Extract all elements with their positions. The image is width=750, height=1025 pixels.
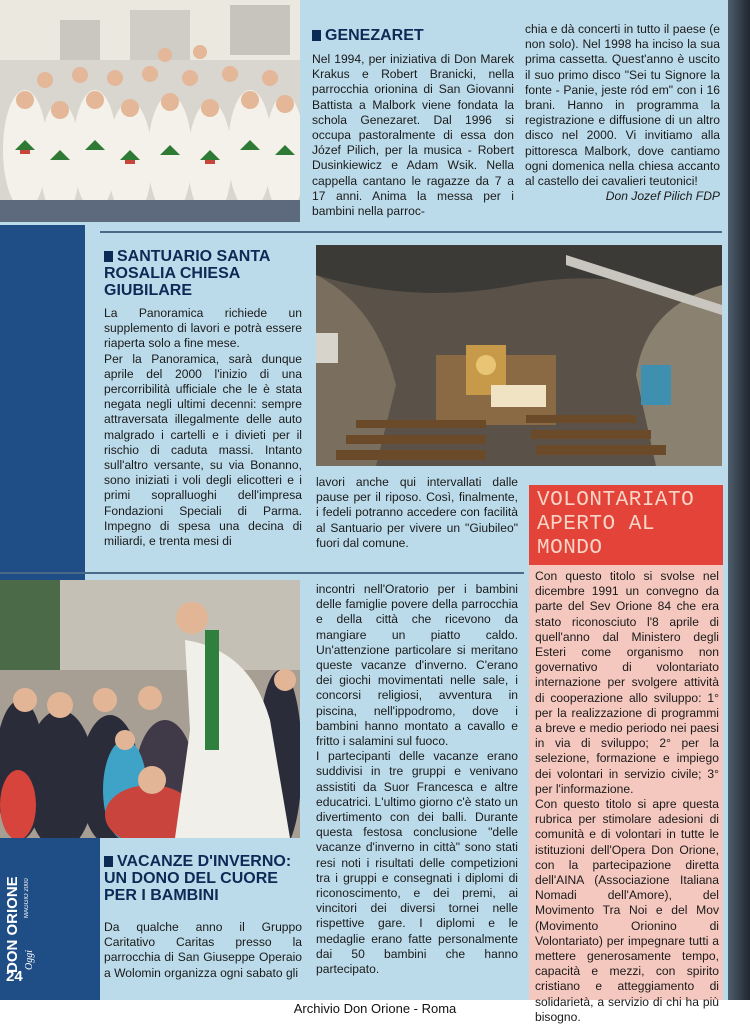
- vacanze-heading: [104, 853, 304, 904]
- vacanze-paragraph-2: incontri nell'Oratorio per i bambini delle famiglie povere della parrocchia e della città che ricevono da mangiare un piatto caldo. Un'attenzione particolare si meritano queste vacanze d'inverno. C'erano dei giochi movimentati nelle sale, i concorsi religiosi, avventura in piscina, nell'ippodromo, dove i bambini hanno montato a cavallo e fritto i salamini sul fuoco.: [316, 582, 518, 749]
- santuario-paragraph-2: Per la Panoramica, sarà dunque aprile del 2000 l'inizio di una percorribilità ufficiale che le è stata negata negli ultimi decenni: sempre attraversata illegalmente delle auto malgrado i cartelli e i divieti per il rischio di caduta massi. Intanto sull'altro versante, su via Bonanno, sono iniziati i voli degli elicotteri e i primi sopralluoghi dell'impresa Fondazioni Speciali di Parma. Impegno di spesa una decina di miliardi, e trenta mesi di: [104, 351, 302, 549]
- volontariato-paragraph-1: Con questo titolo si svolse nel dicembre 1991 un convegno da parte del Sev Orione 84 che era stato riconosciuto l'8 aprile di quell'anno dal Ministero degli Esteri come organismo non governativo di volontariato internazione per svolgere attività di cooperazione allo sviluppo: 1° per la realizzazione di programmi a breve e medio periodo nei paesi in via di sviluppo; 2° per la selezione, formazione e impiego dei volontari in servizio civile; 3° per l'informazione.: [535, 569, 719, 796]
- volontariato-title: VOLONTARIATO APERTO AL MONDO: [537, 489, 695, 560]
- page-number: 24: [6, 968, 23, 985]
- sanctuary-grotto-photo: [316, 245, 722, 466]
- genezaret-title: GENEZARET: [325, 27, 424, 44]
- santuario-column-1: [104, 306, 302, 549]
- page-spine-shadow: [728, 0, 750, 1000]
- santuario-column-2: [316, 475, 518, 551]
- santuario-paragraph-1: La Panoramica richiede un supplemento di lavori e potrà essere riaperta solo a fine mese.: [104, 306, 302, 351]
- heading-square-marker: [312, 30, 321, 41]
- vacanze-column-2: [316, 582, 518, 977]
- santuario-title: SANTUARIO SANTA ROSALIA CHIESA GIUBILARE: [104, 248, 270, 299]
- vacanze-paragraph-1: Da qualche anno il Gruppo Caritativo Caritas presso la parrocchia di San Giuseppe Operaio a Wolomin organizza ogni sabato gli: [104, 920, 302, 980]
- archive-footer: Archivio Don Orione - Roma: [293, 1001, 457, 1016]
- priest-with-children-photo: [0, 580, 300, 838]
- genezaret-signature: Don Jozef Pilich FDP: [605, 189, 720, 204]
- santuario-paragraph-3: lavori anche qui intervallati dalle pause per il riposo. Così, finalmente, i fedeli potranno accedere con facilità al Santuario per vivere un "Giubileo" fuori dal comune.: [316, 475, 518, 550]
- heading-square-marker: [104, 856, 113, 867]
- vacanze-paragraph-3: I partecipanti delle vacanze erano suddivisi in tre gruppi e venivano assistiti da Suor Francesca e altre educatrici. L'ultimo giorno c'è stato un divertimento con dei balli. Durante questa festosa conclusione "delle vacanze d'inverno in città" sono stati resi noti i risultati delle competizioni tra i gruppi e consegnati i diplomi di riconoscimento, e dei premi, ai vincitori dei diversi tornei nelle rispettive gare. I diplomi e le medaglie erano fatte personalmente dai 50 bambini che hanno partecipato.: [316, 749, 518, 977]
- volontariato-column: [535, 569, 719, 1025]
- vacanze-column-1: [104, 920, 302, 981]
- section-divider-middle: [0, 572, 524, 574]
- vacanze-title: VACANZE D'INVERNO: UN DONO DEL CUORE PER I BAMBINI: [104, 853, 292, 904]
- section-divider-top: [100, 231, 722, 233]
- genezaret-text-1: Nel 1994, per iniziativa di Don Marek Krakus e Robert Branicki, nella parrocchia orionina di San Giovanni Battista a Malbork viene fondata la schola Genezaret. Dal 1996 si occupa pastoralmente di essa don Józef Pilich, per la musica - Robert Dusinkiewicz e Adam Wsik. Nella cappella cantano le ragazze da 7 a 17 anni. Anima la messa per i bambini nella parroc-: [312, 52, 514, 219]
- genezaret-column-2: [525, 22, 720, 204]
- volontariato-paragraph-2: Con questo titolo si apre questa rubrica per stimolare adesioni di comunità e di volontari in tutte le istituzioni dell'Opera Don Orione, con la partecipazione diretta dell'AINA (Associazione Italiana Nomadi dell'Amore), del Movimento Tra Noi e del Mov (Movimento Orionino di Volontariato) per impegnare tutti a mettere generosamente tempo, capacità e mezzi, con spirito cristiano e atteggiamento di solidarietà, a servizio di chi ha più bisogno.: [535, 797, 719, 1024]
- genezaret-column-1: [312, 52, 514, 219]
- choir-group-photo: [0, 0, 300, 222]
- genezaret-heading: [312, 27, 512, 44]
- volontariato-title-box: [529, 485, 723, 565]
- oggi-logo: Oggi: [24, 950, 35, 970]
- issue-date: MAGGIO 2000: [24, 878, 30, 918]
- magazine-name: DON ORIONE: [4, 876, 21, 973]
- santuario-heading: [104, 248, 294, 299]
- genezaret-text-2: chia e dà concerti in tutto il paese (e non solo). Nel 1998 ha inciso la sua prima cassetta. Quest'anno è uscito il suo primo disco "Sei tu Signore la fonte - Panie, jeste ród em" con i 16 brani. Hanno in programma la registrazione e diffusione di un altro disco nel 2000. Vi invitiamo alla pittoresca Malbork, dove cantiamo ogni domenica nella chiesa accanto al castello dei cavalieri teutonici!: [525, 22, 720, 189]
- heading-square-marker: [104, 251, 113, 262]
